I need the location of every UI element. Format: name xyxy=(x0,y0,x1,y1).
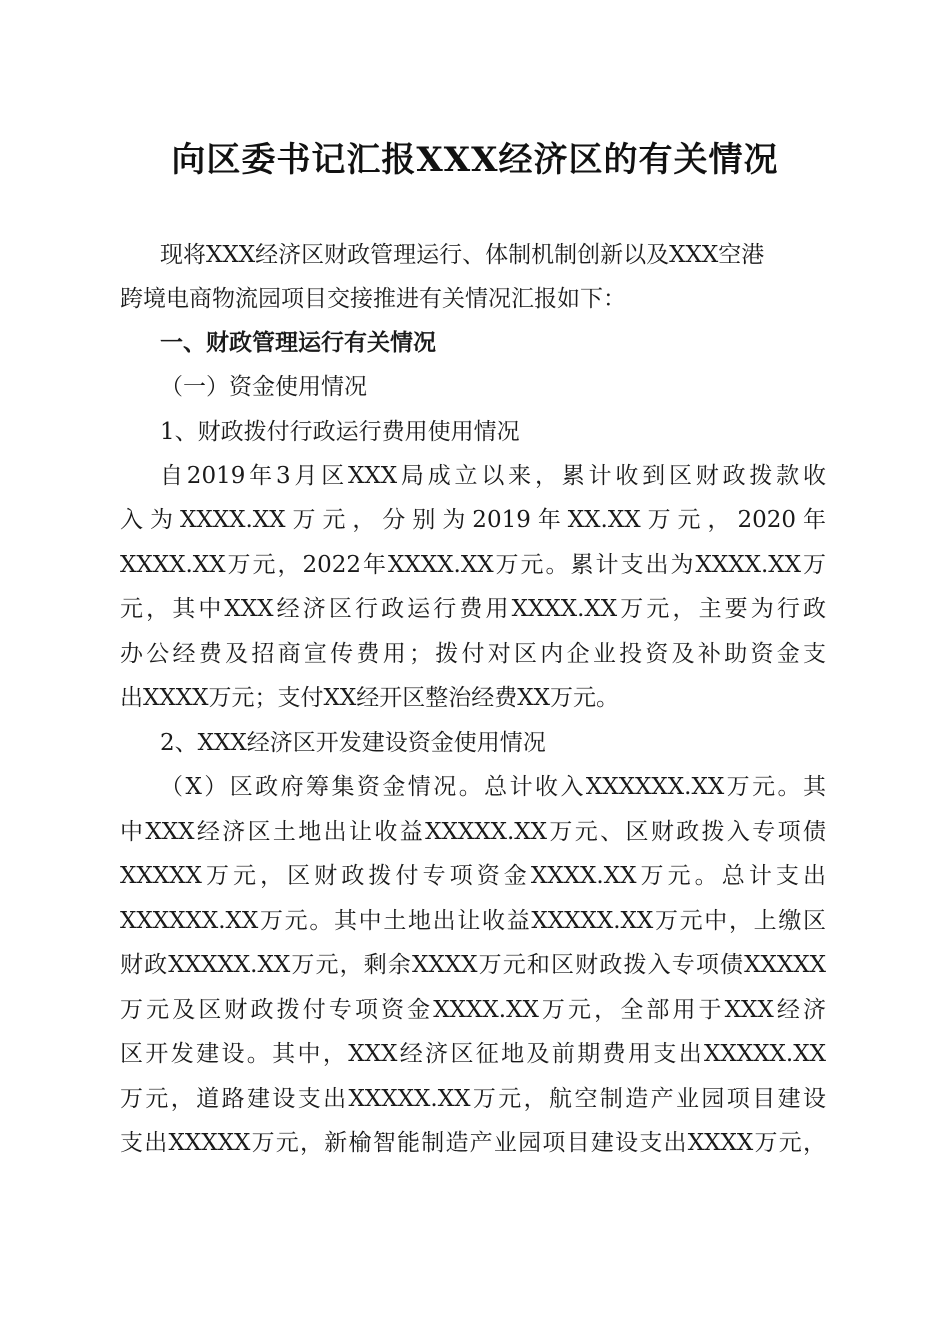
item-heading: 1、财政拨付行政运行费用使用情况 xyxy=(160,419,520,445)
section-heading: 一、财政管理运行有关情况 xyxy=(160,330,436,356)
paragraph-line: 元，其中XXX经济区行政运行费用XXXX.XX万元，主要为行政 xyxy=(120,596,826,622)
paragraph-line: 万元，道路建设支出XXXXX.XX万元，航空制造产业园项目建设 xyxy=(120,1086,826,1112)
paragraph-line: 区开发建设。其中，XXX经济区征地及前期费用支出XXXXX.XX xyxy=(120,1041,826,1067)
paragraph-line: （X）区政府筹集资金情况。总计收入XXXXXX.XX万元。其 xyxy=(160,774,826,800)
item-heading: 2、XXX经济区开发建设资金使用情况 xyxy=(160,730,546,756)
paragraph-line: XXXXXX.XX万元。其中土地出让收益XXXXX.XX万元中，上缴区 xyxy=(120,908,826,934)
paragraph-line: XXXXX万元，区财政拨付专项资金XXXX.XX万元。总计支出 xyxy=(120,863,826,889)
subsection-heading: （一）资金使用情况 xyxy=(160,374,367,400)
paragraph-line: 跨境电商物流园项目交接推进有关情况汇报如下： xyxy=(120,286,626,312)
paragraph-line: XXXX.XX万元，2022年XXXX.XX万元。累计支出为XXXX.XX万 xyxy=(120,552,826,578)
paragraph-line: 出XXXX万元；支付XX经开区整治经费XX万元。 xyxy=(120,685,619,711)
paragraph-line: 财政XXXXX.XX万元，剩余XXXX万元和区财政拨入专项债XXXXX xyxy=(120,952,826,978)
paragraph-line: 办公经费及招商宣传费用；拨付对区内企业投资及补助资金支 xyxy=(120,641,826,667)
document-title: 向区委书记汇报XXX经济区的有关情况 xyxy=(171,140,779,180)
paragraph-line: 支出XXXXX万元，新榆智能制造产业园项目建设支出XXXX万元， xyxy=(120,1130,826,1156)
paragraph-line: 自2019年3月区XXX局成立以来，累计收到区财政拨款收 xyxy=(160,463,826,489)
paragraph-line: 现将XXX经济区财政管理运行、体制机制创新以及XXX空港 xyxy=(160,242,765,268)
paragraph-line: 中XXX经济区土地出让收益XXXXX.XX万元、区财政拨入专项债 xyxy=(120,819,826,845)
paragraph-line: 入为XXXX.XX万元，分别为2019年XX.XX万元，2020年 xyxy=(120,507,826,533)
paragraph-line: 万元及区财政拨付专项资金XXXX.XX万元，全部用于XXX经济 xyxy=(120,997,826,1023)
